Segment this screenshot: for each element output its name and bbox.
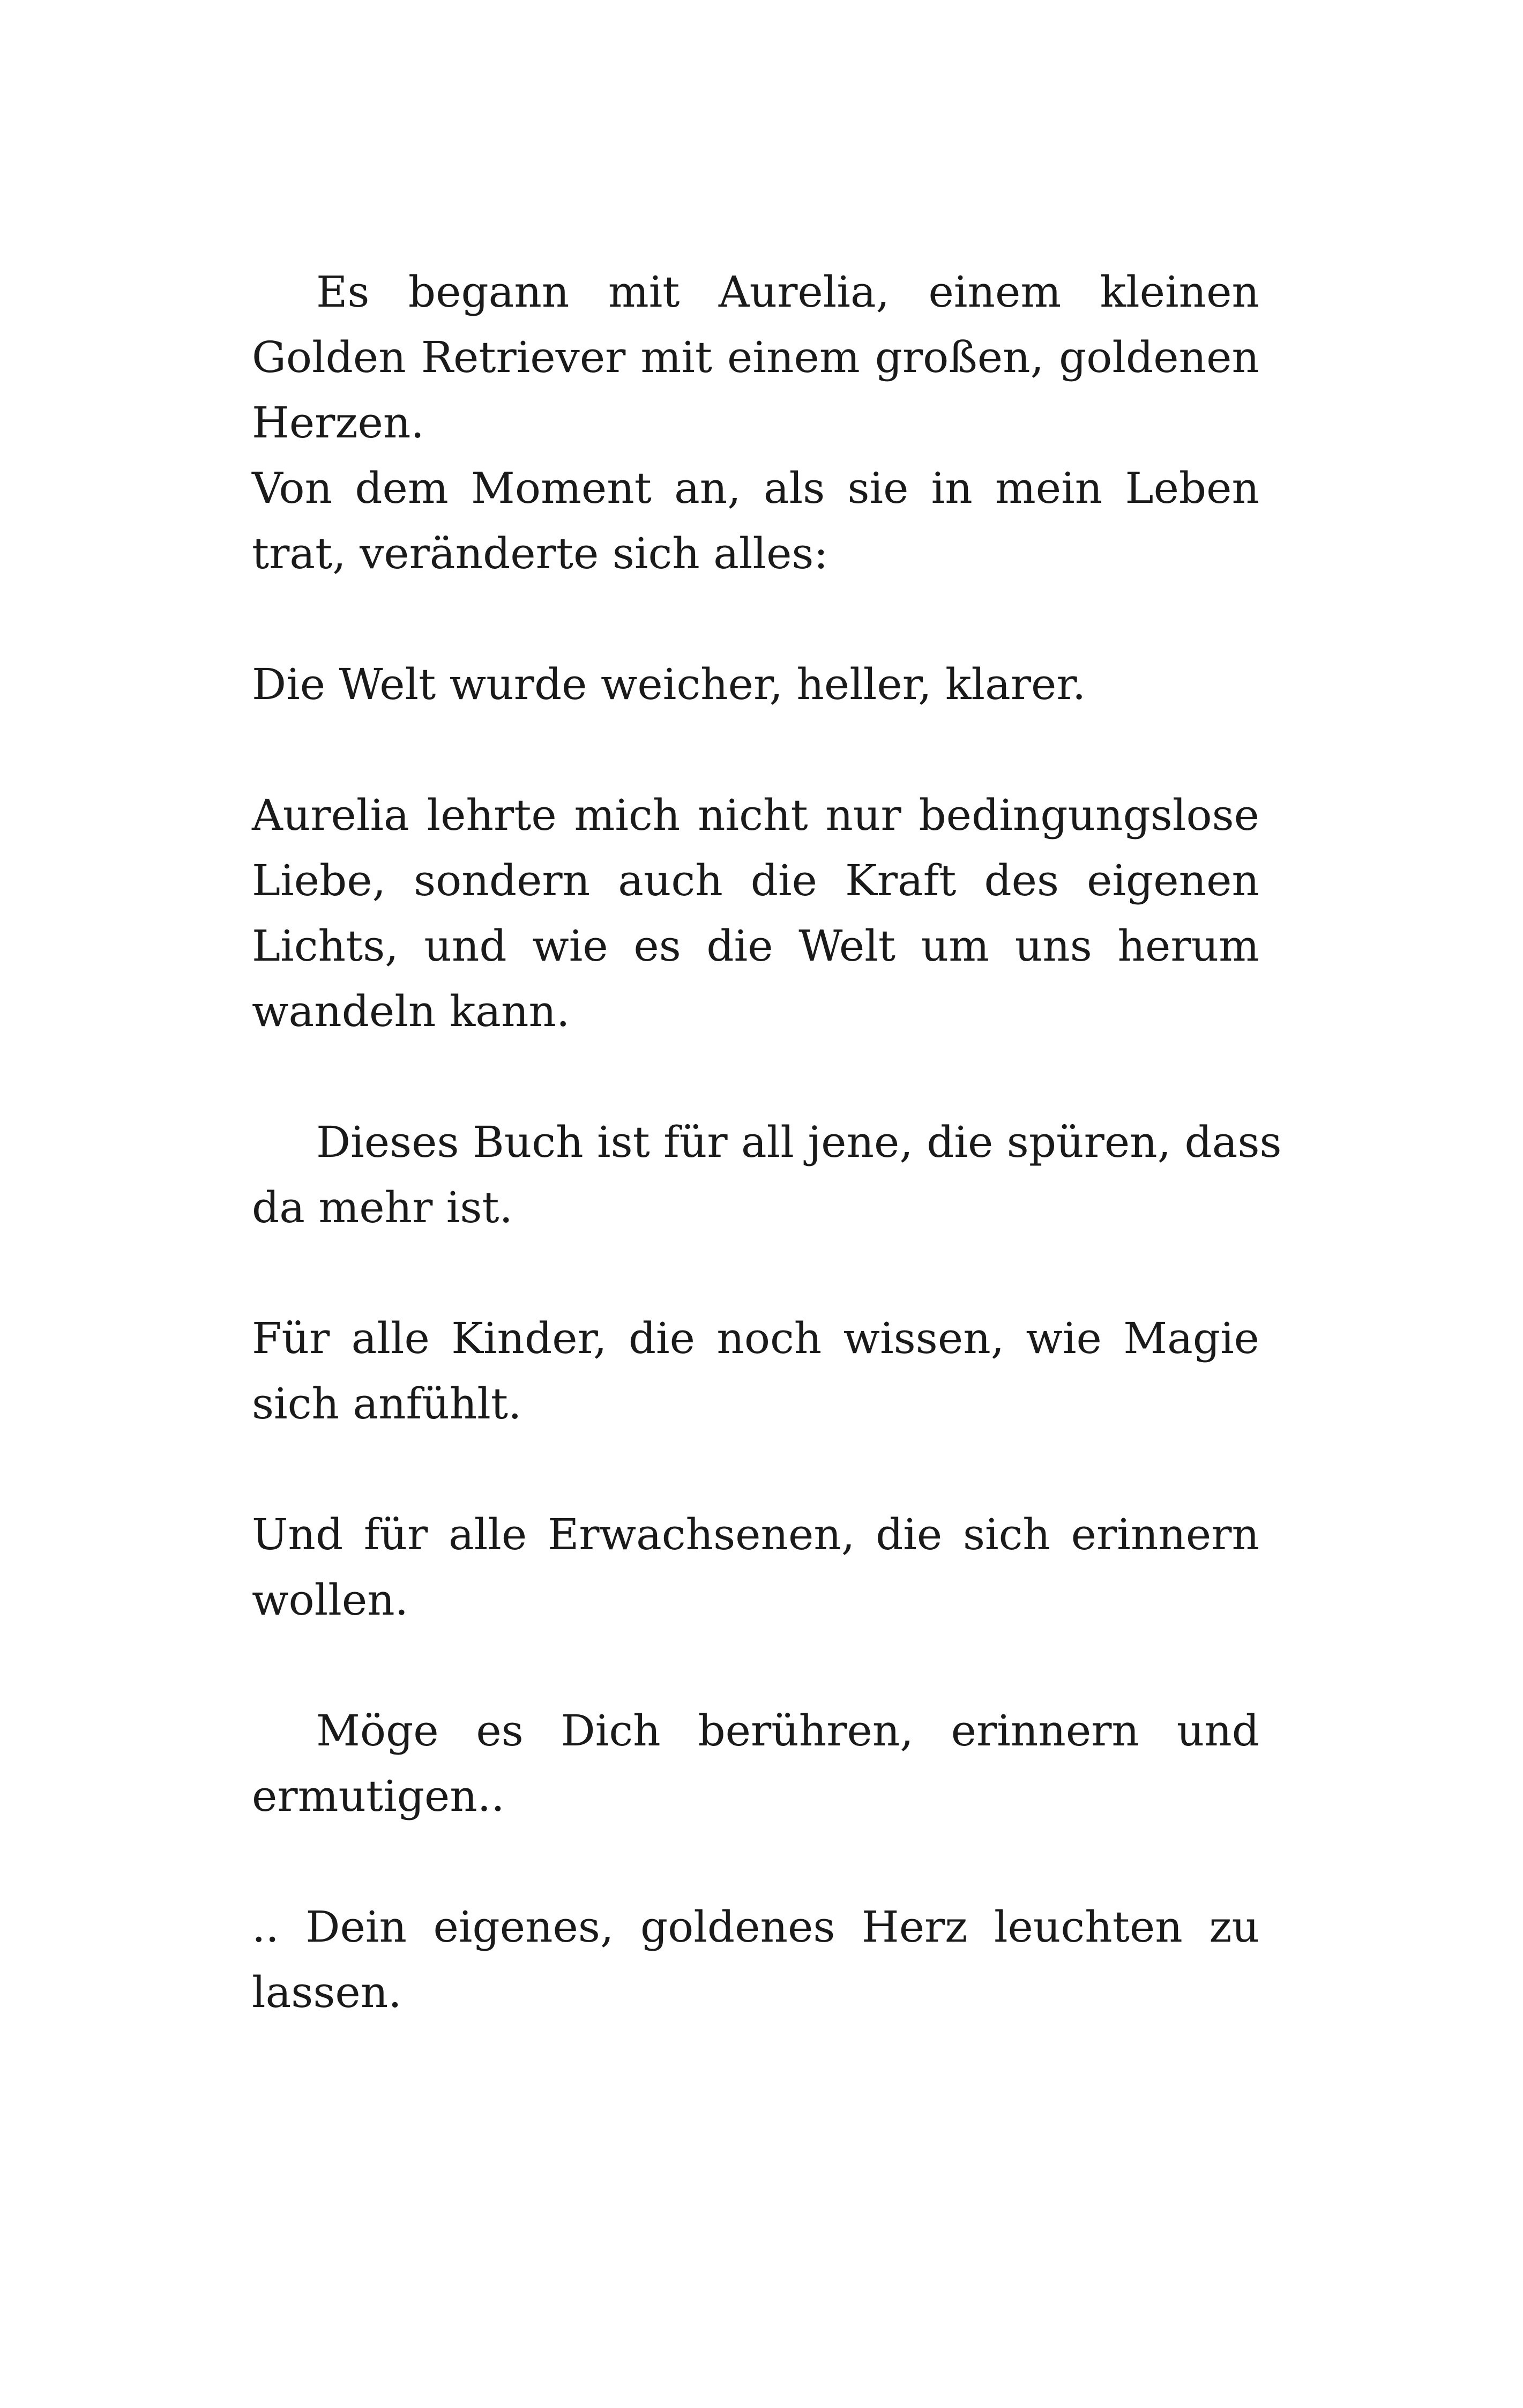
paragraph-line: Lichts, und wie es die Welt um uns herum [252, 921, 1259, 971]
paragraph-line: trat, veränderte sich alles: [252, 529, 828, 578]
paragraph-line: Für alle Kinder, die noch wissen, wie Magie [252, 1313, 1259, 1363]
paragraph-line: Die Welt wurde weicher, heller, klarer. [252, 659, 1086, 709]
paragraph-line: wollen. [252, 1575, 409, 1625]
paragraph-line: ermutigen.. [252, 1771, 505, 1821]
paragraph-line: Von dem Moment an, als sie in mein Leben [252, 463, 1259, 513]
paragraph-line: da mehr ist. [252, 1183, 513, 1232]
paragraph-line: Und für alle Erwachsenen, die sich erinnern [252, 1510, 1259, 1559]
paragraph-line: Dieses Buch ist für all jene, die spüren, dass [316, 1117, 1282, 1167]
paragraph-line: lassen. [252, 1967, 402, 2017]
paragraph-line: Liebe, sondern auch die Kraft des eigenen [252, 856, 1259, 905]
paragraph-line: sich anfühlt. [252, 1379, 522, 1429]
paragraph-line: Golden Retriever mit einem großen, goldenen [252, 332, 1259, 382]
paragraph-line: Es begann mit Aurelia, einem kleinen [316, 267, 1259, 317]
paragraph-line: Aurelia lehrte mich nicht nur bedingungslose [252, 790, 1259, 840]
paragraph-line: Möge es Dich berühren, erinnern und [316, 1706, 1259, 1756]
paragraph-line: Herzen. [252, 398, 424, 448]
paragraph-line: wandeln kann. [252, 986, 570, 1036]
paragraph-line: .. Dein eigenes, goldenes Herz leuchten zu [252, 1902, 1259, 1952]
